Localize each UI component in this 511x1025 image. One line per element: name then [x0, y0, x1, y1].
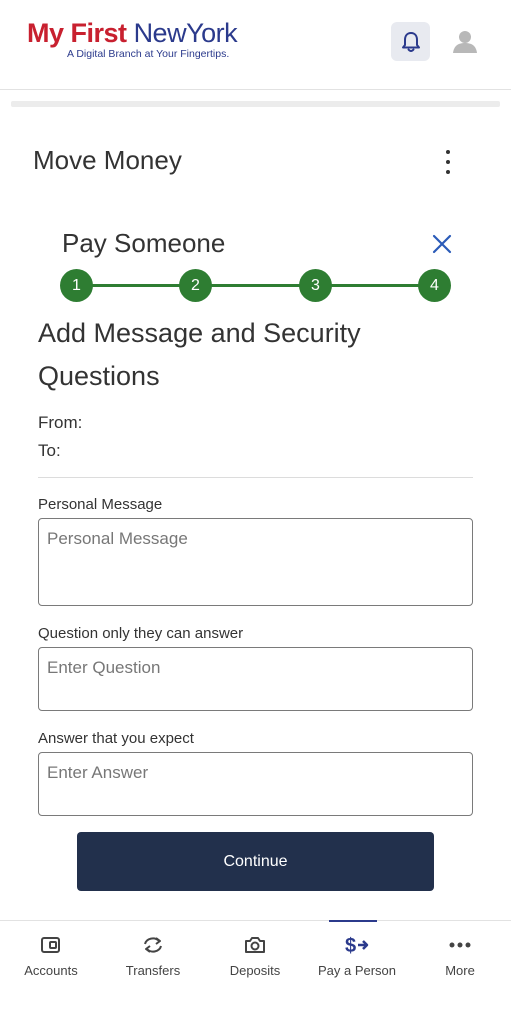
svg-text:$: $: [345, 935, 357, 956]
from-label: From:: [38, 413, 83, 432]
logo-wordmark: [27, 18, 237, 48]
notifications-button[interactable]: [391, 22, 430, 61]
form-divider: [38, 477, 473, 478]
continue-button[interactable]: Continue: [77, 832, 434, 891]
bottom-tab-bar: [0, 920, 511, 1025]
step-1: 1: [60, 269, 93, 302]
more-dots-icon: [449, 942, 471, 948]
dollar-send-icon: [344, 934, 370, 956]
brand-logo[interactable]: [27, 18, 238, 60]
tab-deposits[interactable]: [204, 921, 306, 1001]
logo-newyork: NewYork: [133, 18, 238, 48]
flow-title: Pay Someone: [62, 228, 226, 258]
step-2: 2: [179, 269, 212, 302]
step-4: 4: [418, 269, 451, 302]
to-label: To:: [38, 441, 61, 460]
wallet-icon: [40, 935, 62, 955]
profile-button[interactable]: [449, 24, 481, 58]
security-answer-field[interactable]: [38, 752, 473, 816]
personal-message-field[interactable]: [38, 518, 473, 606]
security-question-field[interactable]: [38, 647, 473, 711]
transfer-arrows-icon: [141, 935, 165, 955]
stepper-line: [76, 284, 436, 287]
logo-first: First: [70, 18, 127, 48]
logo-my: My: [27, 18, 64, 48]
tab-transfers[interactable]: [102, 921, 204, 1001]
camera-icon: [244, 935, 266, 955]
tab-pay-a-person[interactable]: [306, 921, 408, 1001]
bell-icon: [401, 31, 421, 53]
app-header: [0, 0, 511, 90]
step-3: 3: [299, 269, 332, 302]
progress-stepper: [60, 269, 452, 302]
form-title: Add Message and Security Questions: [38, 318, 361, 391]
page-title: Move Money: [33, 145, 182, 175]
tab-pay-a-person-label: Pay a Person: [317, 963, 397, 978]
tab-more[interactable]: [409, 921, 511, 1001]
security-answer-label: Answer that you expect: [38, 730, 194, 747]
close-icon[interactable]: [430, 232, 454, 256]
active-tab-indicator: [329, 920, 377, 922]
header-divider: [11, 101, 500, 107]
logo-tagline: A Digital Branch at Your Fingertips.: [67, 48, 230, 60]
tab-deposits-label: Deposits: [229, 963, 281, 978]
security-question-label: Question only they can answer: [38, 625, 244, 642]
tab-transfers-label: Transfers: [125, 963, 181, 978]
tab-accounts[interactable]: [0, 921, 102, 1001]
tab-accounts-label: Accounts: [24, 963, 78, 978]
personal-message-label: Personal Message: [38, 496, 163, 513]
user-icon: [452, 29, 478, 53]
kebab-menu-icon[interactable]: [438, 150, 458, 174]
tab-more-label: More: [445, 963, 475, 978]
